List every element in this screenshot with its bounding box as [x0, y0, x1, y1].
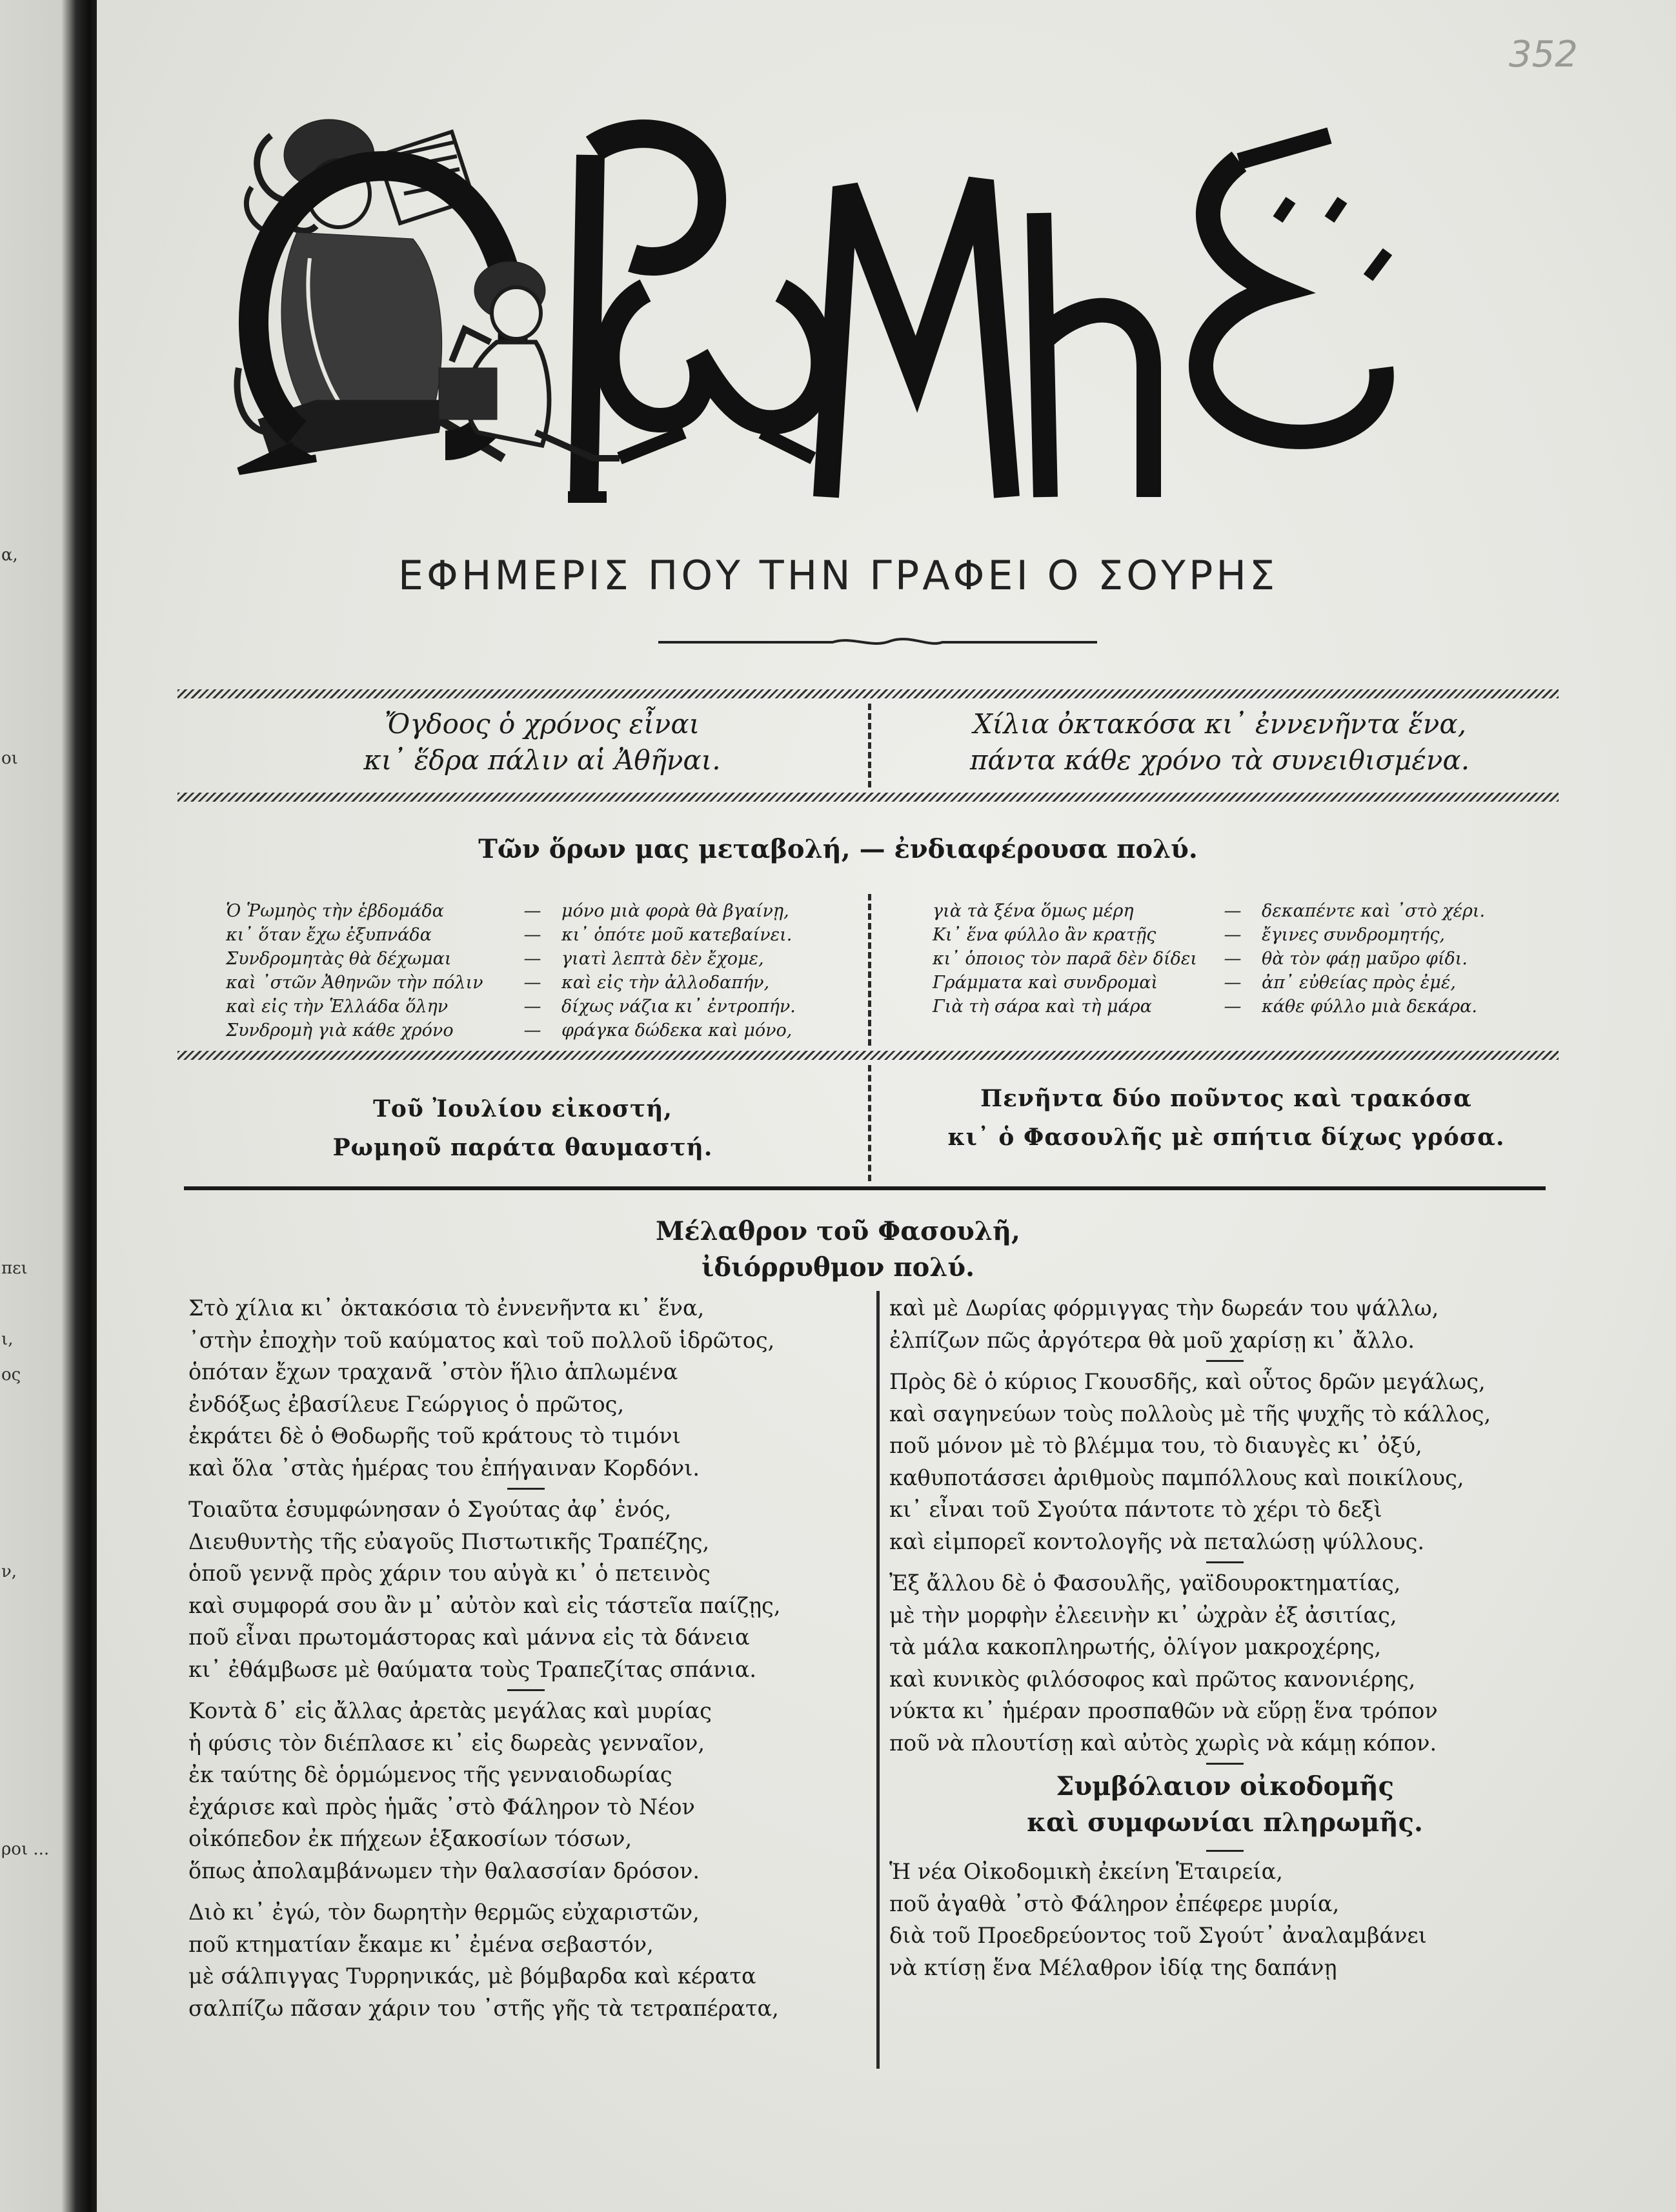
- verse-line: κι᾽ ἐθάμβωσε μὲ θαύματα τοὺς Τραπεζίτας σπάνια.: [188, 1656, 756, 1682]
- title-letter-rho: [568, 134, 712, 497]
- prev-fragment: πει: [1, 1259, 28, 1278]
- subtitle-swash-ornament: [658, 629, 1097, 653]
- verse-line: καὶ ὅλα ᾽στὰς ἡμέρας του ἐπήγαιναν Κορδόνι.: [188, 1455, 700, 1481]
- stanza-separator: [1206, 1763, 1244, 1765]
- announce-right: [897, 1079, 1555, 1157]
- contract-title-line: καὶ συμφωνίαι πληρωμῆς.: [1027, 1807, 1423, 1838]
- stanza-gap: [507, 1891, 545, 1892]
- verse-line: ἐχάρισε καὶ πρὸς ἡμᾶς ᾽στὸ Φάληρον τὸ Νέον: [188, 1794, 695, 1820]
- terms-row: κι᾽ ὅταν ἔχω ἐξυπνάδα — κι᾽ ὁπότε μοῦ κατεβαίνει.: [226, 925, 793, 945]
- verse-line: ὁπόταν ἔχων τραχανᾶ ᾽στὸν ἥλιο ἁπλωμένα: [188, 1359, 678, 1385]
- epigraph-line: Ὄγδοος ὁ χρόνος εἶναι: [384, 708, 700, 740]
- verse-line: κι᾽ εἶναι τοῦ Σγούτα πάντοτε τὸ χέρι τὸ δεξὶ: [889, 1497, 1382, 1522]
- terms-row: καὶ ᾽στῶν Ἀθηνῶν τὴν πόλιν — καὶ εἰς τὴν ἀλλοδαπήν,: [226, 973, 770, 993]
- verse-line: Στὸ χίλια κι᾽ ὀκτακόσια τὸ ἐννενῆντα κι᾽ ἕνα,: [188, 1295, 705, 1321]
- terms-row: καὶ εἰς τὴν Ἑλλάδα ὅλην — δίχως νάζια κι᾽ ἐντροπήν.: [226, 997, 796, 1017]
- verse-line: καὶ κυνικὸς φιλόσοφος καὶ πρῶτος κανονιέρης,: [889, 1666, 1416, 1692]
- article-title-line: Μέλαθρον τοῦ Φασουλῆ,: [656, 1216, 1020, 1246]
- announce-left: [232, 1090, 813, 1167]
- title-letter-mu: [826, 181, 1007, 497]
- archive-page-number: 352: [1509, 34, 1578, 76]
- column-divider: [876, 1291, 880, 2069]
- rule-wavy: [177, 1051, 1559, 1060]
- verse-line: σαλπίζω πᾶσαν χάριν του ᾽στῆς γῆς τὰ τετραπέρατα,: [188, 1995, 779, 2021]
- terms-row: γιὰ τὰ ξένα ὅμως μέρη — δεκαπέντε καὶ ᾽στὸ χέρι.: [933, 901, 1486, 921]
- verse-line: νὰ κτίσῃ ἕνα Μέλαθρον ἰδίᾳ της δαπάνῃ: [889, 1954, 1337, 1980]
- verse-line: τὰ μάλα κακοπληρωτής, ὀλίγον μακροχέρης,: [889, 1634, 1382, 1659]
- verse-line: διὰ τοῦ Προεδρεύοντος τοῦ Σγούτ᾽ ἀναλαμβάνει: [889, 1923, 1427, 1948]
- announce-line: Τοῦ Ἰουλίου εἰκοστή,: [373, 1095, 672, 1122]
- stanza-separator: [1206, 1360, 1244, 1362]
- prev-fragment: α,: [1, 545, 18, 565]
- verse-line: ποῦ νὰ πλουτίσῃ καὶ αὐτὸς χωρὶς νὰ κάμῃ κόπον.: [889, 1730, 1437, 1756]
- verse-line: νύκτα κι᾽ ἡμέραν προσπαθῶν νὰ εὕρῃ ἕνα τρόπον: [889, 1698, 1438, 1723]
- article-column-right: [889, 1292, 1560, 1984]
- verse-line: Ἐξ ἄλλου δὲ ὁ Φασουλῆς, γαϊδουροκτηματίας,: [889, 1570, 1401, 1596]
- announce-line: Ρωμηοῦ παράτα θαυμαστή.: [332, 1134, 713, 1161]
- verse-line: ἐνδόξως ἐβασίλευε Γεώργιος ὁ πρῶτος,: [188, 1391, 625, 1417]
- epigraph-line: πάντα κάθε χρόνο τὰ συνειθισμένα.: [969, 744, 1470, 776]
- stanza-separator: [507, 1689, 545, 1691]
- verse-line: μὲ σάλπιγγας Τυρρηνικάς, μὲ βόμβαρδα καὶ κέρατα: [188, 1963, 756, 1989]
- divider-vertical: [868, 1065, 871, 1181]
- prev-fragment: ι,: [1, 1330, 14, 1349]
- verse-line: Διὸ κι᾽ ἐγώ, τὸν δωρητὴν θερμῶς εὐχαριστῶν,: [188, 1900, 700, 1925]
- terms-row: Κι᾽ ἕνα φύλλο ἂν κρατῇς — ἔγινες συνδρομητής,: [933, 925, 1446, 945]
- verse-line: Κοντὰ δ᾽ εἰς ἄλλας ἀρετὰς μεγάλας καὶ μυρίας: [188, 1698, 712, 1723]
- verse-line: Πρὸς δὲ ὁ κύριος Γκουσδῆς, καὶ οὗτος δρῶν μεγάλως,: [889, 1369, 1486, 1394]
- rule-wavy: [177, 793, 1559, 802]
- verse-line: Ἡ νέα Οἰκοδομικὴ ἐκείνη Ἑταιρεία,: [889, 1859, 1283, 1884]
- terms-row: Γράμματα καὶ συνδρομαὶ — ἀπ᾽ εὐθείας πρὸς ἐμέ,: [933, 973, 1456, 993]
- verse-line: οἰκόπεδον ἐκ πήχεων ἑξακοσίων τόσων,: [188, 1826, 632, 1851]
- stanza-separator: [1206, 1850, 1244, 1852]
- epigraph-line: Χίλια ὀκτακόσα κι᾽ ἐννενῆντα ἕνα,: [973, 708, 1467, 740]
- epigraph-right: [891, 706, 1549, 778]
- verse-line: ἐκράτει δὲ ὁ Θοδωρῆς τοῦ κράτους τὸ τιμόνι: [188, 1423, 681, 1448]
- verse-line: ποῦ εἶναι πρωτομάστορας καὶ μάννα εἰς τὰ δάνεια: [188, 1625, 750, 1650]
- verse-line: καὶ μὲ Δωρίας φόρμιγγας τὴν δωρεάν του ψάλλω,: [889, 1295, 1439, 1321]
- verse-line: Τοιαῦτα ἐσυμφώνησαν ὁ Σγούτας ἀφ᾽ ἑνός,: [188, 1497, 672, 1522]
- rule-solid: [184, 1186, 1546, 1190]
- announce-line: κι᾽ ὁ Φασουλῆς μὲ σπήτια δίχως γρόσα.: [947, 1124, 1505, 1151]
- stanza-separator: [1206, 1561, 1244, 1563]
- verse-line: ποῦ ἀγαθὰ ᾽στὸ Φάληρον ἐπέφερε μυρία,: [889, 1891, 1340, 1916]
- terms-row: κι᾽ ὁποιος τὸν παρᾶ δὲν δίδει — θὰ τὸν φάῃ μαῦρο φίδι.: [933, 949, 1468, 969]
- epigraph-line: κι᾽ ἕδρα πάλιν αἱ Ἀθῆναι.: [363, 744, 721, 776]
- prev-fragment: ν,: [1, 1562, 17, 1581]
- previous-page-edge: [0, 0, 72, 2212]
- terms-row: Ὁ Ῥωμηὸς τὴν ἑβδομάδα — μόνο μιὰ φορὰ θὰ βγαίνῃ,: [226, 901, 789, 921]
- verse-line: ποῦ μόνον μὲ τὸ βλέμμα του, τὸ διαυγὲς κι᾽ ὀξύ,: [889, 1433, 1422, 1458]
- masthead-title-graphic: [232, 97, 1497, 510]
- verse-line: ὅπως ἀπολαμβάνωμεν τὴν θαλασσίαν δρόσον.: [188, 1858, 700, 1883]
- prev-fragment: ος: [1, 1365, 21, 1385]
- verse-line: ᾽στὴν ἐποχὴν τοῦ καύματος καὶ τοῦ πολλοῦ ἱδρῶτος,: [188, 1327, 775, 1353]
- verse-line: ποῦ κτηματίαν ἔκαμε κι᾽ ἐμένα σεβαστόν,: [188, 1931, 654, 1957]
- masthead-subtitle: ΕΦΗΜΕΡΙΣ ΠΟΥ ΤΗΝ ΓΡΑΦΕΙ Ο ΣΟΥΡΗΣ: [398, 552, 1278, 599]
- epigraph-left: [245, 706, 839, 778]
- verse-line: καὶ συμφορά σου ἂν μ᾽ αὐτὸν καὶ εἰς τάστεῖα παίζῃς,: [188, 1592, 781, 1618]
- terms-row: Γιὰ τὴ σάρα καὶ τὴ μάρα — κάθε φύλλο μιὰ δεκάρα.: [933, 997, 1477, 1017]
- divider-vertical: [868, 894, 871, 1046]
- announce-line: Πενῆντα δύο ποῦντος καὶ τρακόσα: [980, 1085, 1472, 1112]
- terms-table-right: [933, 899, 1485, 1019]
- prev-fragment: ροι ...: [1, 1840, 50, 1859]
- contract-title: [889, 1769, 1560, 1841]
- verse-line: καὶ σαγηνεύων τοὺς πολλοὺς μὲ τῆς ψυχῆς τὸ κάλλος,: [889, 1401, 1491, 1426]
- terms-row: Συνδρομὴ γιὰ κάθε χρόνο — φράγκα δώδεκα καὶ μόνο,: [226, 1020, 793, 1040]
- verse-line: ἡ φύσις τὸν διέπλασε κι᾽ εἰς δωρεὰς γενναῖον,: [188, 1730, 705, 1756]
- title-letter-eta: [1039, 213, 1149, 497]
- verse-line: ἐλπίζων πῶς ἀργότερα θὰ μοῦ χαρίσῃ κι᾽ ἄλλο.: [889, 1327, 1415, 1353]
- verse-line: Διευθυντὴς τῆς εὐαγοῦς Πιστωτικῆς Τραπέζης,: [188, 1528, 710, 1554]
- terms-row: Συνδρομητὰς θὰ δέχωμαι — γιατὶ λεπτὰ δὲν ἔχομε,: [226, 949, 764, 969]
- verse-line: μὲ τὴν μορφὴν ἐλεεινὴν κι᾽ ὠχρὰν ἐξ ἀσιτίας,: [889, 1602, 1397, 1628]
- verse-line: καὶ εἰμπορεῖ κοντολογῆς νὰ πεταλώσῃ ψύλλους.: [889, 1528, 1425, 1554]
- terms-table-left: [226, 899, 796, 1042]
- divider-vertical: [868, 704, 871, 787]
- prev-fragment: οι: [1, 749, 18, 768]
- terms-title: Τῶν ὅρων μας μεταβολή, — ἐνδιαφέρουσα πολύ.: [478, 834, 1198, 864]
- verse-line: ἐκ ταύτης δὲ ὁρμώμενος τῆς γενναιοδωρίας: [188, 1762, 672, 1787]
- article-column-left: [188, 1292, 863, 2024]
- article-title-line: ἰδιόρρυθμον πολύ.: [701, 1252, 975, 1283]
- masthead: [232, 97, 1497, 510]
- title-letter-omega-lower: [607, 290, 823, 458]
- title-letter-sigma: [1201, 136, 1388, 437]
- stanza-separator: [507, 1488, 545, 1490]
- article-title: [0, 1213, 1676, 1286]
- contract-title-line: Συμβόλαιον οἰκοδομῆς: [1056, 1771, 1394, 1801]
- rule-wavy: [177, 689, 1559, 698]
- verse-line: ὁποῦ γεννᾷ πρὸς χάριν του αὐγὰ κι᾽ ὁ πετεινὸς: [188, 1561, 711, 1586]
- verse-line: καθυποτάσσει ἀριθμοὺς παμπόλλους καὶ ποικίλους,: [889, 1465, 1464, 1490]
